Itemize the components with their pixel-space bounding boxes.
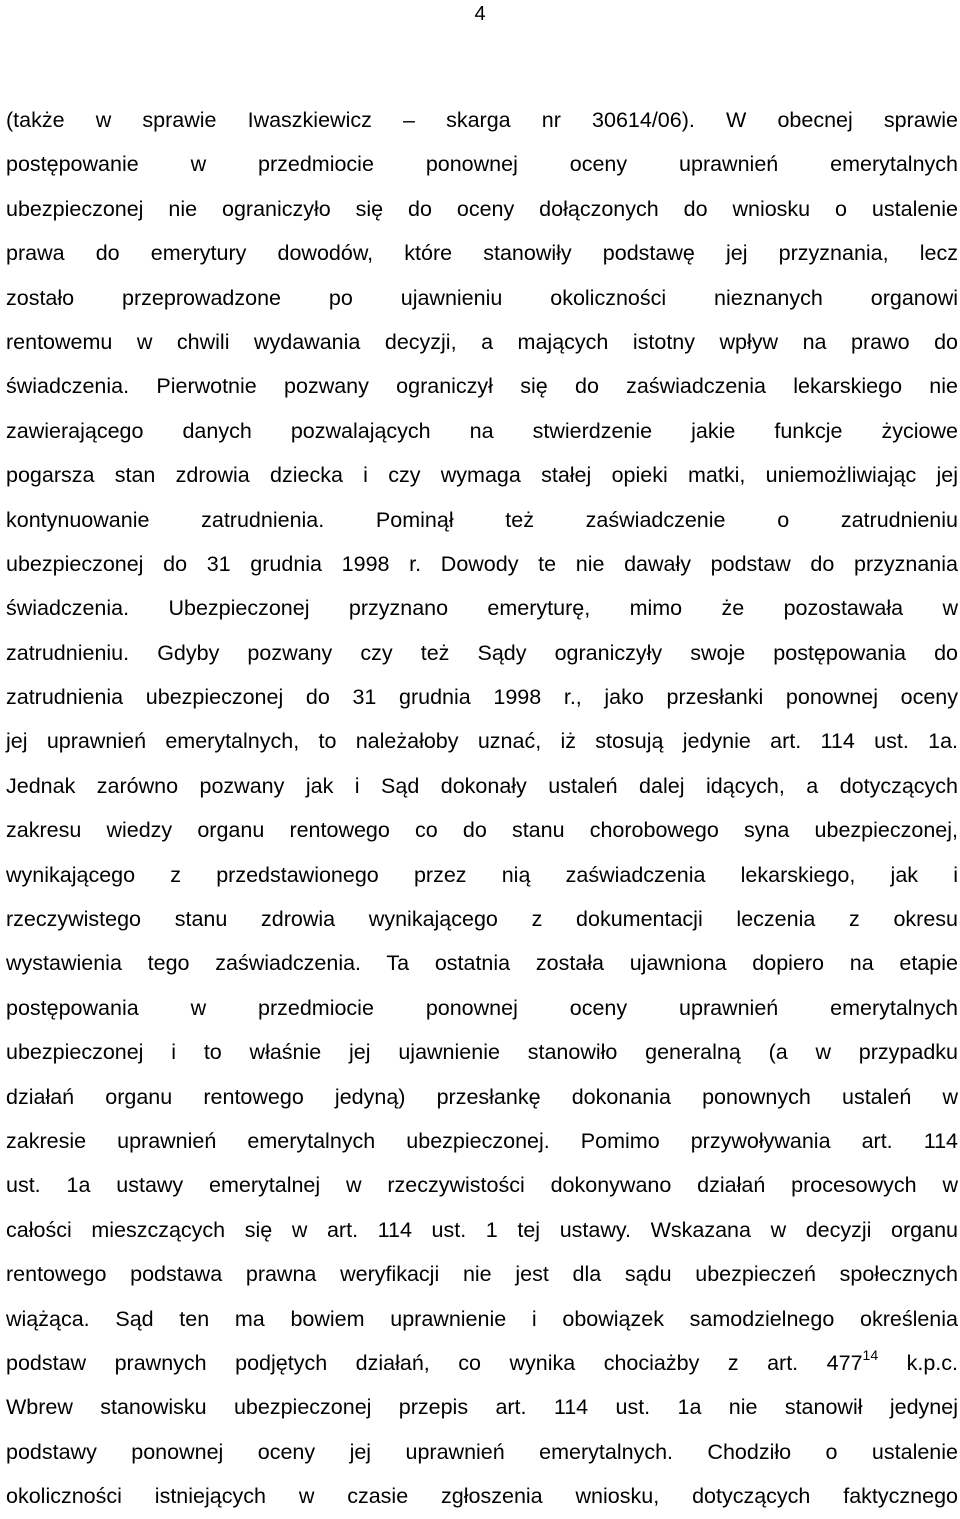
text-line: wynikającego z przedstawionego przez nią zaświadczenia lekarskiego, jak i [6,862,958,887]
text-line: ubezpieczonej do 31 grudnia 1998 r. Dowody te nie dawały podstaw do przyznania [6,551,958,576]
text-line: (także w sprawie Iwaszkiewicz – skarga nr 30614/06). W obecnej sprawie [6,108,958,132]
text-line: świadczenia. Ubezpieczonej przyznano emeryturę, mimo że pozostawała w [6,596,958,621]
text-line: wiążąca. Sąd ten ma bowiem uprawnienie i obowiązek samodzielnego określenia [6,1306,958,1331]
text-line: kontynuowanie zatrudnienia. Pominął też zaświadczenie o zatrudnieniu [6,507,958,532]
text-line: ust. 1a ustawy emerytalnej w rzeczywistości dokonywano działań procesowych w [6,1173,958,1198]
text-line: zakresie uprawnień emerytalnych ubezpieczonej. Pomimo przywoływania art. 114 [6,1128,958,1153]
text-line: ubezpieczonej i to właśnie jej ujawnienie stanowiło generalną (a w przypadku [6,1040,958,1065]
text-line: rentowego podstawa prawna weryfikacji nie jest dla sądu ubezpieczeń społecznych [6,1262,958,1287]
text-line: Wbrew stanowisku ubezpieczonej przepis art. 114 ust. 1a nie stanowił jedynej [6,1395,958,1420]
text-line: okoliczności istniejących w czasie zgłoszenia wniosku, dotyczących faktycznego [6,1484,958,1509]
text-line: działań organu rentowego jedyną) przesłankę dokonania ponownych ustaleń w [6,1084,958,1109]
text-line: rzeczywistego stanu zdrowia wynikającego z dokumentacji leczenia z okresu [6,907,958,932]
text-line: świadczenia. Pierwotnie pozwany ograniczył się do zaświadczenia lekarskiego nie [6,374,958,399]
text-line: jej uprawnień emerytalnych, to należałoby uznać, iż stosują jedynie art. 114 ust. 1a. [6,729,958,754]
text-line: zakresu wiedzy organu rentowego co do stanu chorobowego syna ubezpieczonej, [6,818,958,843]
text-line: Jednak zarówno pozwany jak i Sąd dokonały ustaleń dalej idących, a dotyczących [6,773,958,798]
text-line: wystawienia tego zaświadczenia. Ta ostatnia została ujawniona dopiero na etapie [6,951,958,976]
superscript-index: 14 [862,1346,879,1363]
text-line: rentowemu w chwili wydawania decyzji, a mających istotny wpływ na prawo do [6,329,958,354]
text-line: zatrudnienia ubezpieczonej do 31 grudnia 1998 r., jako przesłanki ponownej oceny [6,685,958,710]
text-line: całości mieszczących się w art. 114 ust. 1 tej ustawy. Wskazana w decyzji organu [6,1217,958,1242]
text-line: zatrudnieniu. Gdyby pozwany czy też Sądy ograniczyły swoje postępowania do [6,640,958,665]
text-line: podstawy ponownej oceny jej uprawnień emerytalnych. Chodziło o ustalenie [6,1439,958,1464]
text-line: ubezpieczonej nie ograniczyło się do oceny dołączonych do wniosku o ustalenie [6,196,958,221]
text-line-with-footnote [6,1341,958,1385]
page-number: 4 [474,3,486,25]
body-paragraph [6,98,958,1519]
text-segment: k.p.c. [878,1350,958,1375]
text-line: prawa do emerytury dowodów, które stanowiły podstawę jej przyznania, lecz [6,241,958,266]
text-line: postępowanie w przedmiocie ponownej oceny uprawnień emerytalnych [6,152,958,177]
text-line: zostało przeprowadzone po ujawnieniu okoliczności nieznanych organowi [6,285,958,310]
text-line: zawierającego danych pozwalających na stwierdzenie jakie funkcje życiowe [6,418,958,443]
text-line: pogarsza stan zdrowia dziecka i czy wymaga stałej opieki matki, uniemożliwiając jej [6,463,958,488]
text-line: postępowania w przedmiocie ponownej oceny uprawnień emerytalnych [6,995,958,1020]
text-segment: podstaw prawnych podjętych działań, co wynika chociażby z art. 477 [6,1350,863,1375]
